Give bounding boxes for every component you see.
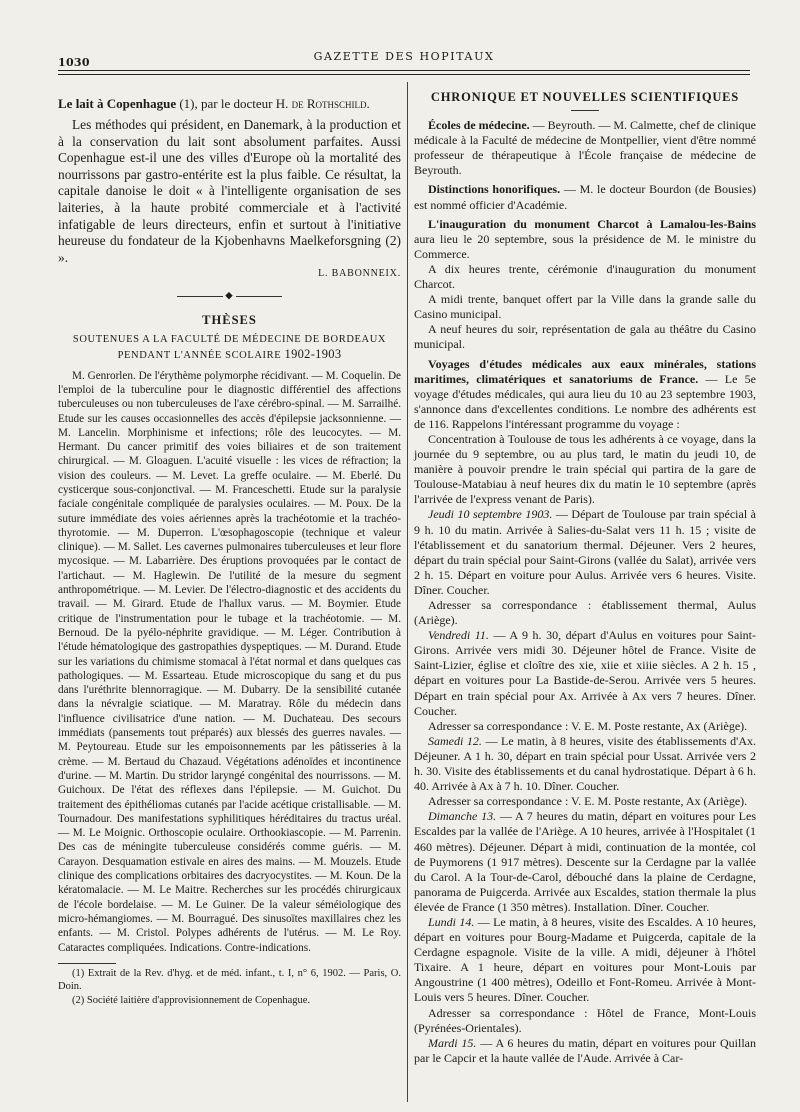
day-label-mardi: Mardi 15. <box>428 1035 477 1050</box>
article-title-end: . <box>366 96 370 111</box>
news-item-distinctions <box>414 182 756 212</box>
news-lead-ecoles: Écoles de médecine. <box>428 118 530 133</box>
voyage-day-mardi <box>414 1036 756 1066</box>
day-text-jeudi: — Départ de Toulouse par train spécial à 9 h. 10 du matin. Arrivée à Salies-du-Salat vers 11 h. 15 ; visite de l'établissement et du sanatorium thermal. Déjeuner. Vers 2 heures, départ du train spécial pour Saint-Girons (vallée du Salat), arrivée vers 2 h. 15. Départ en voiture pour Aulus. Arrivée vers 6 heures. Visite. Dîner. Coucher. <box>414 507 756 597</box>
theses-list: M. Genrorlen. De l'érythème polymorphe récidivant. — M. Coquelin. De l'emploi de la tuberculine pour le diagnostic différentiel des affections tuberculeuses ou non tuberculeuses de l'axe cérébro-spinal. — M. Sarrailhé. Etude sur les causes occasionnelles des accès d'épilepsie jacksonnienne. — M. Lancelin. Morphinisme et infections; rôle des leucocytes. — M. Hermant. Du cancer primitif des voies biliaires et de son traitement chirurgical. — M. Gloaguen. L'acuité visuelle : les vices de réfraction; la vision des couleurs. — M. Levet. La greffe oculaire. — M. Eberlé. Du cysticerque sous-conjonctival. — M. Franceschetti. Etude sur la paralysie faciale congénitale compliquée de paralysies oculaires. — M. Poux. De la suture immédiate des voies aériennes après la trachéotomie et la trachéo-thyrotomie. — M. Duperron. L'œsophagoscopie (technique et valeur clinique). — M. Sallet. Les cavernes pulmonaires tuberculeuses et leur flore mycosique. — M. Labarrière. Des éruptions provoquées par le contact de l'artichaut. — M. Haglewin. De l'utilité de la mesure du segment anthropométrique. — M. Levier. De l'électro-diagnostic et des accidents du travail. — M. Girard. Etude de l'hallux varus. — M. Boymier. Etude critique de l'instrumentation pour le tubage et la trachéotomie. — M. Bernoud. De la pyélo-néphrite gravidique. — M. Léger. Contribution à l'étude hématologique des gastropathies dyspeptiques. — M. Durand. Etude sur les variations du chimisme stomacal à l'état normal et dans quelques cas pathologiques. — M. Essarteau. Etude microscopique du sang et du pus dans l'uréthrite blennorragique. — M. Dubarry. De la sensibilité cutanée dans la névralgie sciatique. — M. Maratray. Rôle du médecin dans l'influence civilisatrice d'une nation. — M. Duchateau. Des secours immédiats (pansements tout préparés) aux blessés des guerres navales. — M. Peytoureau. Etude sur les empoisonnements par les pâtisseries à la crème. — M. Bertaud du Chazaud. Végétations adénoïdes et incontinence d'urine. — M. Martin. Du stridor laryngé congénital des nourrissons. — M. Guichoux. De l'état des réflexes dans l'épilepsie. — M. Guichot. Du traitement des épithéliomas cutanés par l'acide acétique cristallisable. — M. Tournadour. Des manifestations syphilitiques héréditaires du tractus uréal. — M. Le Moignic. Orthoscopie oculaire. Orthookiascopie. — M. Parrenin. Des cas de méningite tuberculeuse considérés comme guéris. — M. Carayon. Desquamation estivale en aires des mains. — M. Mouzels. Etude clinique des complications orbitaires des dacryocystites. — M. Koun. De la kératomalacie. — M. Le Maitre. Recherches sur les procédés chirurgicaux de l'école bordelaise. — M. Le Guiner. De la valeur séméiologique des micro-hémangiomes. — M. Bourragué. Des sinusoïtes maxillaires chez les enfants. — M. Cristol. Polypes adhérents de l'utérus. — M. Le Roy. Cataractes compliquées. Indications. Contre-indications. <box>58 369 401 954</box>
charcot-schedule-1: A dix heures trente, cérémonie d'inauguration du monument Charcot. <box>414 261 756 292</box>
voyage-day-lundi <box>414 915 756 1006</box>
voyage-address-aulus: Adresser sa correspondance : établissement thermal, Aulus (Ariège). <box>414 598 756 628</box>
news-text-charcot: aura lieu le 20 septembre, sous la présidence de M. le ministre du Commerce. <box>414 231 756 261</box>
theses-subtitle-line-1: SOUTENUES A LA FACULTÉ DE MÉDECINE DE BORDEAUX <box>72 333 387 345</box>
day-text-samedi: — Le matin, à 8 heures, visite des établissements d'Ax. Déjeuner. A 1 h. 30, départ en train spécial pour Ussat. Arrivée vers 2 h. 30. Visite des établissements et du canal hydrostatique. Départ à 6 h. 40. Arrivée à Ax à 7 h. 10. Dîner. Coucher. <box>414 733 757 794</box>
news-lead-voyages: Voyages d'études médicales aux eaux minérales, stations maritimes, climatériques et sanatoriums de France. <box>414 356 756 386</box>
news-lead-charcot: L'inauguration du monument Charcot à Lamalou-les-Bains <box>428 216 756 231</box>
chronicle-title-rule <box>571 110 599 111</box>
header-rule-thick <box>58 70 750 71</box>
news-text-voyages: — Le 5e voyage d'études médicales, qui aura lieu du 10 au 23 septembre 1903, s'annonce dans d'excellentes conditions. Le nombre des adhérents est de 116. Rappelons l'intéressant programme du voyage : <box>414 371 756 431</box>
footnote-2: (2) Société laitière d'approvisionnement de Copenhague. <box>72 994 311 1006</box>
charcot-schedule-2: A midi trente, banquet offert par la Ville dans la grande salle du Casino municipal. <box>414 292 756 322</box>
voyage-day-vendredi <box>414 628 756 719</box>
column-divider <box>407 82 408 1102</box>
voyage-address-ax-2: Adresser sa correspondance : V. E. M. Poste restante, Ax (Ariège). <box>428 794 748 809</box>
theses-title: THÈSES <box>202 312 257 327</box>
chronicle-title: CHRONIQUE ET NOUVELLES SCIENTIFIQUES <box>430 90 740 104</box>
voyage-concentration: Concentration à Toulouse de tous les adhérents à ce voyage, dans la journée du 9 septembre, ou au plus tard, le matin du jeudi 10, de manière à pouvoir prendre le train spécial qui partira de la gare de Toulouse-Matabiau à neuf heures dix du matin le 10 septembre (après l'arrivée de l'express venant de Paris). <box>414 431 756 507</box>
page-header <box>58 48 750 70</box>
article-body: Les méthodes qui président, en Danemark, à la production et à la conservation du lait sont absolument parfaites. Aussi Copenhague est-il une des villes d'Europe où la mortalité des nourrissons par gastro-entérite est la plus faible. Ce résultat, la capitale danoise le doit « à l'intelligente organisation de ses laiteries, à la haute probité commerciale et à l'activité infatigable de leurs directeurs, enfin et surtout à l'initiative heureuse du fondateur de la Kjobenhavns Maelkeforsgning (2) ». <box>58 117 401 265</box>
day-text-lundi: — Le matin, à 8 heures, visite des Escaldes. A 10 heures, départ en voitures pour Bourg-Madame et Puigcerda, capitale de la Cerdagne espagnole. Visite de la ville. A midi, déjeuner à l'hôtel Tixaire. A 1 heure, départ en voitures pour Mont-Louis par Angoustrine (1 400 mètres), Odeillo et Font-Romeu. Arrivée à Mont-Louis vers 5 heures. Dîner. Coucher. <box>414 914 756 1005</box>
theses-subtitle-line-2 <box>58 347 401 363</box>
theses-subtitle-period: PENDANT L'ANNÉE SCOLAIRE <box>117 349 282 361</box>
footnote-1: (1) Extrait de la Rev. d'hyg. et de méd. infant., t. I, n° 6, 1902. — Paris, O. Doin. <box>58 967 401 993</box>
day-text-dimanche: — A 7 heures du matin, départ en voitures pour Les Escaldes par la vallée de l'Ariège. A 10 heures, arrivée à l'Hospitalet (1 460 mètres). Déjeuner. Départ à midi, continuation de la montée, col de Puymorens (1 917 mètres). Descente sur la Cerdagne par la vallée du Carol. A la Tour-de-Carol, débouché dans la plaine de Cerdagne, panorama de Puigcerda. Arrivée aux Escaldes, station thermale la plus élevée de France (1 350 mètres). Installation. Dîner. Coucher. <box>414 809 756 914</box>
footnote-rule <box>58 963 116 964</box>
day-text-mardi: — A 6 heures du matin, départ en voitures pour Quillan par le Capcir et la haute vallée de l'Aude. Arrivée à Car- <box>414 1035 756 1065</box>
day-text-vendredi: — A 9 h. 30, départ d'Aulus en voitures pour Saint-Girons. Arrivée vers midi 30. Déjeuner hôtel de France. Visite de Saint-Lizier, église et cloître des xie, xiie et xiiie siècles. A 2 h. 15 , départ en voitures pour La Bastide-de-Serou. Arrivée vers 5 heures. Départ en train spécial pour Ax. Arrivée à Ax vers 7 heures. Dîner. Coucher. <box>414 628 756 718</box>
day-label-samedi: Samedi 12. <box>428 733 482 748</box>
news-text-distinctions: — M. le docteur Bourdon (de Bousies) est nommé officier d'Académie. <box>414 182 756 212</box>
news-text-ecoles: — Beyrouth. — M. Calmette, chef de clinique médicale à la Faculté de médecine de Montpellier, vient d'être nommé professeur de thérapeutique à l'École française de médecine de Beyrouth. <box>414 118 756 178</box>
voyage-day-jeudi <box>414 507 756 598</box>
article-title <box>58 95 401 112</box>
article-title-main: Le lait à Copenhague <box>58 96 177 111</box>
voyage-address-ax-1: Adresser sa correspondance : V. E. M. Poste restante, Ax (Ariège). <box>428 718 748 733</box>
day-label-jeudi: Jeudi 10 septembre 1903. <box>428 507 553 522</box>
section-ornament <box>58 288 401 303</box>
day-label-lundi: Lundi 14. <box>428 914 475 929</box>
header-rule-thin <box>58 74 750 75</box>
voyage-day-samedi <box>414 734 756 794</box>
news-lead-distinctions: Distinctions honorifiques. <box>428 182 561 197</box>
ornament-glyph: ◆ <box>225 290 234 301</box>
article-title-byline: (1), par le docteur H. <box>176 96 292 111</box>
news-item-voyages <box>414 357 756 432</box>
page-number: 1030 <box>58 56 90 69</box>
voyage-day-dimanche <box>414 809 756 915</box>
left-column <box>58 88 401 1008</box>
charcot-schedule-3: A neuf heures du soir, représentation de gala au théâtre du Casino municipal. <box>414 322 756 352</box>
theses-year: 1902-1903 <box>284 346 342 361</box>
article-author: de Rothschild <box>291 96 367 111</box>
article-signature: L. BABONNEIX. <box>318 268 401 280</box>
day-label-dimanche: Dimanche 13. <box>428 809 497 824</box>
right-column <box>414 88 756 1066</box>
news-item-ecoles <box>414 118 756 178</box>
news-item-charcot <box>414 217 756 262</box>
voyage-address-mont-louis: Adresser sa correspondance : Hôtel de France, Mont-Louis (Pyrénées-Orientales). <box>414 1005 756 1035</box>
theses-subtitle <box>58 332 401 363</box>
journal-title: GAZETTE DES HOPITAUX <box>313 50 495 63</box>
day-label-vendredi: Vendredi 11. <box>428 628 489 643</box>
